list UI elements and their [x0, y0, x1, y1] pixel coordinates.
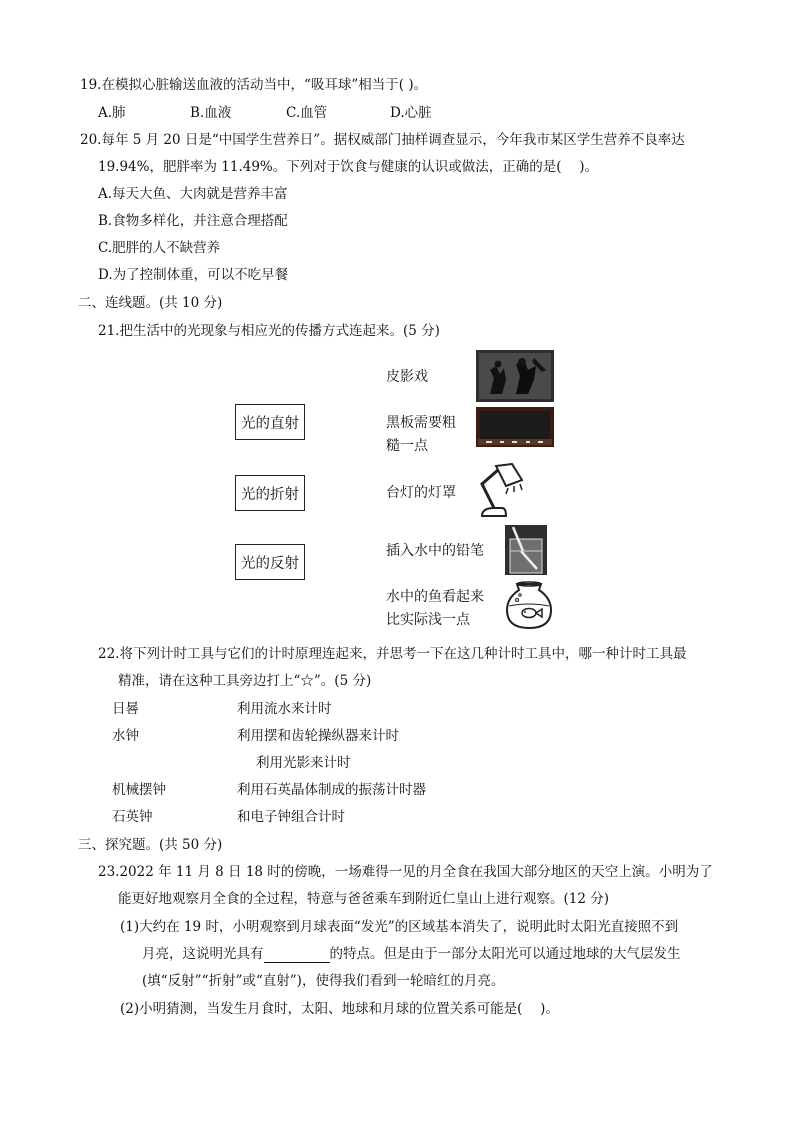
q20-option-c: C.肥胖的人不缺营养: [98, 240, 221, 256]
q20-option-b: B.食物多样化，并注意合理搭配: [98, 213, 288, 229]
item-pencil-water-label: 插入水中的铅笔: [386, 543, 484, 559]
q23-part1-line3: (填“反射”“折射”或“直射”)，使得我们看到一轮暗红的月亮。: [142, 973, 505, 989]
q23-part1-line2: [142, 945, 681, 963]
q23-part1-text-b: 的特点。但是由于一部分太阳光可以通过地球的大气层发生: [329, 946, 681, 962]
item-blackboard-label-2: 糙一点: [386, 438, 428, 454]
q19-option-a: A.肺: [98, 105, 126, 121]
q20-stem-line2: 19.94%，肥胖率为 11.49%。下列对于饮食与健康的认识或做法，正确的是( )。: [98, 159, 599, 175]
q23-part1-line1: (1)大约在 19 时，小明观察到月球表面“发光”的区域基本消失了，说明此时太阳光直接照不到: [120, 919, 679, 935]
blackboard-icon: [476, 407, 554, 447]
principle-electronic-combo: 和电子钟组合计时: [237, 809, 345, 825]
answer-blank[interactable]: [264, 948, 330, 963]
q21-stem: 21.把生活中的光现象与相应光的传播方式连起来。(5 分): [98, 323, 440, 339]
principle-flowing-water: 利用流水来计时: [237, 701, 332, 717]
section-2-title: 二、连线题。(共 10 分): [78, 295, 223, 311]
item-blackboard-label-1: 黑板需要粗: [386, 415, 456, 431]
q20-option-a: A.每天大鱼、大肉就是营养丰富: [98, 186, 288, 202]
item-fish-label-1: 水中的鱼看起来: [386, 589, 484, 605]
light-reflection-box: 光的反射: [235, 544, 305, 580]
item-fish-label-2: 比实际浅一点: [386, 612, 470, 628]
q19-option-c: C.血管: [286, 105, 328, 121]
tool-water-clock: 水钟: [112, 728, 139, 744]
q19-stem: 19.在模拟心脏输送血液的活动当中，“吸耳球”相当于( )。: [80, 77, 428, 93]
q20-option-d: D.为了控制体重，可以不吃早餐: [98, 267, 289, 283]
pencil-in-water-icon: [505, 525, 547, 575]
item-desk-lamp-label: 台灯的灯罩: [386, 485, 456, 501]
desk-lamp-icon: [476, 462, 526, 520]
q23-stem-line1: 23.2022 年 11 月 8 日 18 时的傍晚，一场难得一见的月全食在我国大部分地区的天空上演。小明为了: [98, 864, 713, 880]
q23-stem-line2: 能更好地观察月全食的全过程，特意与爸爸乘车到附近仁皇山上进行观察。(12 分): [118, 891, 610, 907]
principle-light-shadow: 利用光影来计时: [256, 755, 351, 771]
q23-part2: (2)小明猜测，当发生月食时，太阳、地球和月球的位置关系可能是( )。: [120, 1001, 559, 1017]
tool-sundial: 日晷: [112, 701, 139, 717]
light-straight-box: 光的直射: [235, 404, 305, 440]
principle-quartz-oscillator: 利用石英晶体制成的振荡计时器: [237, 782, 426, 798]
q20-stem-line1: 20.每年 5 月 20 日是“中国学生营养日”。据权威部门抽样调查显示，今年我市某区学生营养不良率达: [80, 132, 685, 148]
section-3-title: 三、探究题。(共 50 分): [78, 837, 223, 853]
q22-stem-line2: 精准，请在这种工具旁边打上“☆”。(5 分): [118, 673, 372, 689]
q19-option-d: D.心脏: [390, 105, 432, 121]
fishbowl-icon: [503, 580, 555, 632]
item-shadow-puppet-label: 皮影戏: [386, 369, 428, 385]
tool-pendulum-clock: 机械摆钟: [112, 782, 166, 798]
tool-quartz-clock: 石英钟: [112, 809, 153, 825]
shadow-puppet-icon: [476, 350, 554, 402]
q19-option-b: B.血液: [190, 105, 232, 121]
q23-part1-text-a: 月亮，这说明光具有: [142, 946, 264, 962]
principle-pendulum-gear: 利用摆和齿轮操纵器来计时: [237, 728, 399, 744]
q22-stem-line1: 22.将下列计时工具与它们的计时原理连起来，并思考一下在这几种计时工具中，哪一种计时工具最: [98, 646, 687, 662]
light-refraction-box: 光的折射: [235, 475, 305, 511]
